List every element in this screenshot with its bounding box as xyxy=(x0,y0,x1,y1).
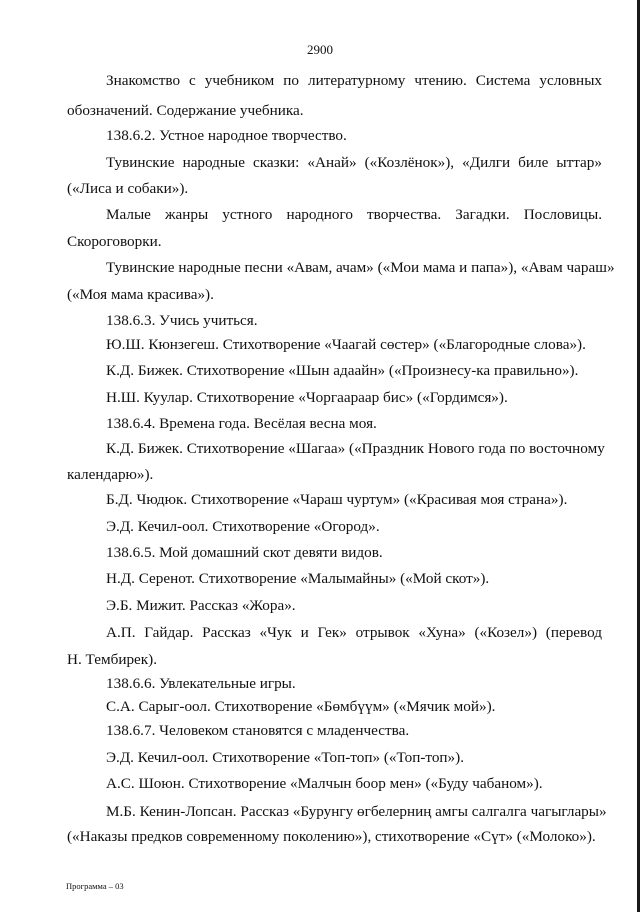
text-line: Тувинские народные сказки: «Анай» («Козлёнок»), «Дилги биле ыттар» xyxy=(106,154,602,171)
footer-program-label: Программа – 03 xyxy=(66,881,124,891)
text-line: («Лиса и собаки»). xyxy=(67,180,189,197)
text-line: Н.Д. Серенот. Стихотворение «Малымайны» («Мой скот»). xyxy=(106,570,490,587)
section-heading: 138.6.2. Устное народное творчество. xyxy=(106,127,347,144)
text-line: обозначений. Содержание учебника. xyxy=(67,102,304,119)
text-line: Н.Ш. Куулар. Стихотворение «Чоргаараар бис» («Гордимся»). xyxy=(106,389,508,406)
text-line: Скороговорки. xyxy=(67,233,162,250)
text-line: Э.Д. Кечил-оол. Стихотворение «Огород». xyxy=(106,518,380,535)
text-line: К.Д. Бижек. Стихотворение «Шын адаайн» («Произнесу-ка правильно»). xyxy=(106,362,579,379)
text-line: Э.Б. Мижит. Рассказ «Жора». xyxy=(106,597,296,614)
section-heading: 138.6.7. Человеком становятся с младенчества. xyxy=(106,722,410,739)
section-heading: 138.6.4. Времена года. Весёлая весна моя. xyxy=(106,415,377,432)
text-line: Б.Д. Чюдюк. Стихотворение «Чараш чуртум» («Красивая моя страна»). xyxy=(106,491,568,508)
page-number: 2900 xyxy=(307,42,333,57)
text-line: А.С. Шоюн. Стихотворение «Малчын боор мен» («Буду чабаном»). xyxy=(106,775,543,792)
text-line: А.П. Гайдар. Рассказ «Чук и Гек» отрывок «Хуна» («Козел») (перевод xyxy=(106,624,602,641)
text-line: Знакомство с учебником по литературному чтению. Система условных xyxy=(106,72,602,89)
text-line: Тувинские народные песни «Авам, ачам» («Мои мама и папа»), «Авам чараш» xyxy=(106,259,615,276)
text-line: Ю.Ш. Кюнзегеш. Стихотворение «Чаагай сөстер» («Благородные слова»). xyxy=(106,336,586,353)
text-line: Э.Д. Кечил-оол. Стихотворение «Топ-топ» («Топ-топ»). xyxy=(106,749,465,766)
section-heading: 138.6.6. Увлекательные игры. xyxy=(106,675,296,692)
section-heading: 138.6.5. Мой домашний скот девяти видов. xyxy=(106,544,383,561)
text-line: календарю»). xyxy=(67,466,154,483)
section-heading: 138.6.3. Учись учиться. xyxy=(106,312,258,329)
text-line: М.Б. Кенин-Лопсан. Рассказ «Бурунгу өгбелерниң амгы салгалга чагыглары» xyxy=(106,803,607,820)
text-line: Малые жанры устного народного творчества. Загадки. Пословицы. xyxy=(106,206,602,223)
text-line: («Наказы предков современному поколению»), стихотворение «Сүт» («Молоко»). xyxy=(67,828,596,845)
text-line: («Моя мама красива»). xyxy=(67,286,214,303)
text-line: К.Д. Бижек. Стихотворение «Шагаа» («Праздник Нового года по восточному xyxy=(106,440,605,457)
text-line: Н. Тембирек). xyxy=(67,651,158,668)
text-line: С.А. Сарыг-оол. Стихотворение «Бөмбүүм» («Мячик мой»). xyxy=(106,698,496,715)
